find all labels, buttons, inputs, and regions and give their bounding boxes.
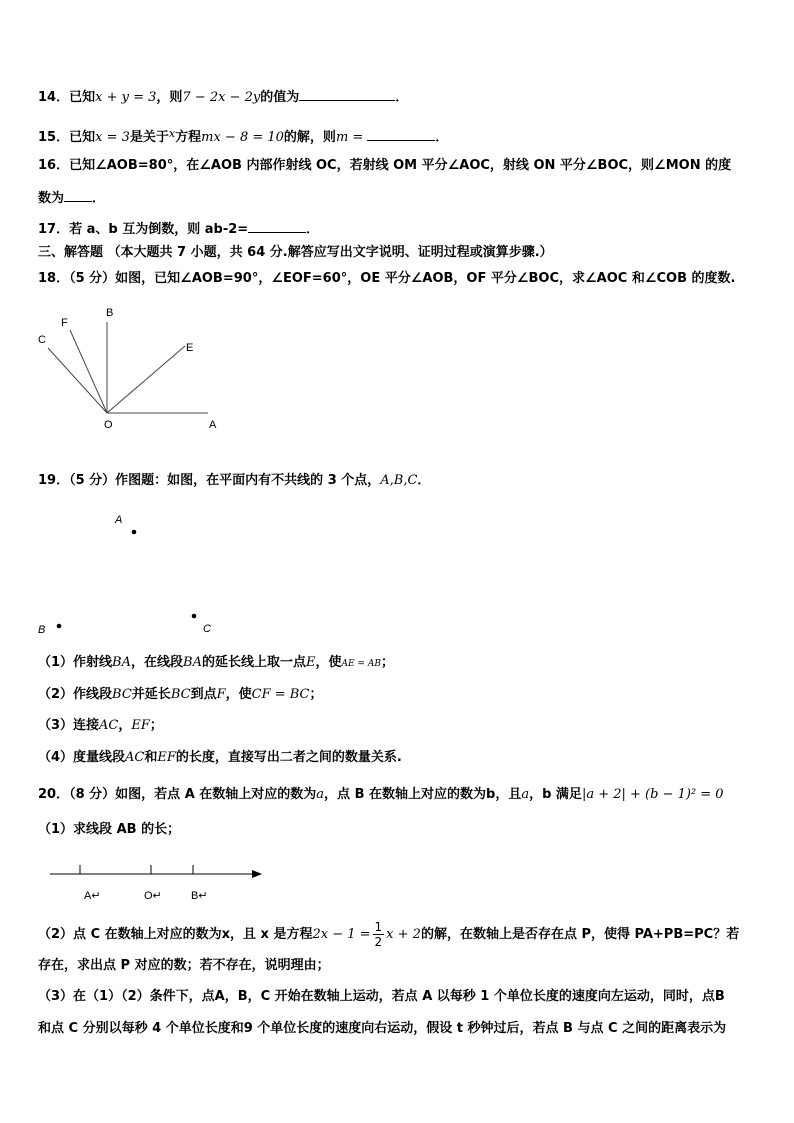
ray-of bbox=[70, 330, 107, 413]
number-line bbox=[40, 860, 280, 906]
text: ； bbox=[380, 655, 394, 670]
text: 和 bbox=[144, 750, 158, 765]
question-number: 14． bbox=[38, 90, 70, 105]
point-b bbox=[57, 624, 62, 629]
q19-step-2 bbox=[38, 686, 323, 704]
q20-step-2-line-1 bbox=[38, 920, 739, 949]
question-16-line-1 bbox=[38, 157, 731, 175]
math: x + 2 bbox=[386, 927, 421, 942]
axis-label-o: O↵ bbox=[144, 890, 162, 902]
text: （1）作射线 bbox=[38, 655, 113, 670]
label-o: O bbox=[104, 419, 113, 431]
question-14 bbox=[38, 88, 408, 107]
text: 的解，则 bbox=[283, 130, 336, 145]
text: ，使 bbox=[315, 655, 342, 670]
math: 2x − 1 = bbox=[312, 927, 371, 942]
math: AC bbox=[99, 718, 119, 733]
math: BC bbox=[112, 687, 132, 702]
point-label-a: A bbox=[115, 514, 123, 526]
question-number: 20． bbox=[38, 787, 70, 802]
math: EF bbox=[131, 718, 150, 733]
answer-blank bbox=[248, 220, 306, 233]
text: ； bbox=[149, 718, 163, 733]
q19-step-3 bbox=[38, 717, 163, 735]
text: 数为 bbox=[38, 191, 65, 206]
text: ，点 B 在数轴上对应的数为b，且 bbox=[324, 787, 522, 802]
point-c bbox=[192, 614, 197, 619]
text: （2）点 C 在数轴上对应的数为x，且 x 是方程 bbox=[38, 927, 313, 942]
text: （8 分）如图，若点 A 在数轴上对应的数为 bbox=[69, 787, 317, 802]
text: ； bbox=[309, 687, 323, 702]
answer-blank bbox=[64, 189, 92, 202]
question-number: 16． bbox=[38, 158, 70, 173]
point-a bbox=[132, 530, 137, 535]
q20-step-3-line-1 bbox=[38, 988, 725, 1006]
axis-label-b: B↵ bbox=[191, 890, 208, 902]
label-b: B bbox=[106, 307, 114, 319]
math-expression: A,B,C bbox=[380, 473, 418, 488]
text: ，b 满足 bbox=[529, 787, 582, 802]
text: ． bbox=[395, 90, 409, 105]
math: F bbox=[216, 687, 226, 702]
label-c: C bbox=[38, 334, 46, 346]
text: 的延长线上取一点 bbox=[201, 655, 306, 670]
text: ． bbox=[435, 130, 449, 145]
math-expression: m = bbox=[335, 130, 364, 145]
math: AC bbox=[125, 750, 145, 765]
text: 到点 bbox=[190, 687, 217, 702]
q20-step-2-line-2 bbox=[38, 957, 330, 975]
text: 存在，求出点 P 对应的数；若不存在，说明理由； bbox=[38, 958, 330, 973]
math: a bbox=[521, 787, 530, 802]
points-figure bbox=[30, 500, 250, 645]
question-15 bbox=[38, 125, 448, 147]
text: 若 a、b 互为倒数，则 ab-2= bbox=[69, 222, 249, 237]
number-line-arrow bbox=[252, 870, 262, 878]
text: 并延长 bbox=[131, 687, 171, 702]
axis-label-a: A↵ bbox=[84, 890, 101, 902]
fraction-numerator: 1 bbox=[374, 920, 383, 934]
text: （3）在（1）（2）条件下，点A，B，C 开始在数轴上运动，若点 A 以每秒 1 个单位长度的速度向左运动，同时，点B bbox=[38, 989, 725, 1004]
question-17 bbox=[38, 220, 319, 239]
text: 的解，在数轴上是否存在点 P，使得 PA+PB=PC？若 bbox=[420, 927, 740, 942]
text: （4）度量线段 bbox=[38, 750, 126, 765]
question-number: 17． bbox=[38, 222, 70, 237]
q19-step-1 bbox=[38, 654, 394, 673]
math-variable: x bbox=[168, 127, 176, 140]
math: EF bbox=[157, 750, 176, 765]
ray-oe bbox=[107, 346, 185, 413]
math: BC bbox=[170, 687, 191, 702]
answer-blank bbox=[299, 88, 395, 101]
question-19 bbox=[38, 472, 430, 490]
math: E bbox=[305, 655, 316, 670]
text: ， bbox=[118, 718, 132, 733]
text: ，在线段 bbox=[131, 655, 184, 670]
text: （5 分）如图，已知∠AOB=90°，∠EOF=60°，OE 平分∠AOB，OF 平分∠BOC，求∠AOC 和∠COB 的度数. bbox=[69, 271, 736, 286]
question-16-line-2 bbox=[38, 189, 105, 208]
question-number: 15． bbox=[38, 130, 70, 145]
text: 的值为 bbox=[260, 90, 300, 105]
text: ． bbox=[306, 222, 320, 237]
ray-oc bbox=[48, 348, 107, 413]
text: （3）连接 bbox=[38, 718, 100, 733]
answer-blank bbox=[367, 128, 435, 141]
text: （1）求线段 AB 的长； bbox=[38, 822, 181, 837]
text: ． bbox=[417, 473, 431, 488]
angle-figure bbox=[30, 300, 230, 440]
text: 的长度，直接写出二者之间的数量关系. bbox=[175, 750, 402, 765]
q20-step-3-line-2 bbox=[38, 1020, 726, 1038]
text: ． bbox=[92, 191, 106, 206]
question-number: 18． bbox=[38, 271, 70, 286]
q20-step-1 bbox=[38, 821, 180, 839]
text: （2）作线段 bbox=[38, 687, 113, 702]
math-expression: x = 3 bbox=[95, 130, 130, 145]
text: 方程 bbox=[175, 130, 202, 145]
math-condition: |a + 2| + (b − 1)² = 0 bbox=[581, 787, 724, 802]
math: BA bbox=[183, 655, 202, 670]
text: ，则 bbox=[156, 90, 183, 105]
fraction-one-half bbox=[373, 920, 385, 949]
label-e: E bbox=[186, 342, 194, 354]
math: CF = BC bbox=[251, 687, 310, 702]
math-expression: x + y = 3 bbox=[95, 90, 157, 105]
label-a: A bbox=[209, 419, 217, 431]
section-heading bbox=[38, 244, 553, 262]
text: 已知 bbox=[69, 90, 96, 105]
question-number: 19． bbox=[38, 473, 70, 488]
q19-step-4 bbox=[38, 749, 402, 767]
math: a bbox=[316, 787, 325, 802]
point-label-c: C bbox=[203, 623, 211, 635]
text: （5 分）作图题：如图，在平面内有不共线的 3 个点， bbox=[69, 473, 381, 488]
section-title: 三、解答题 （本大题共 7 小题，共 64 分.解答应写出文字说明、证明过程或演算步骤.） bbox=[38, 245, 553, 260]
question-20 bbox=[38, 786, 724, 804]
math-expression: mx − 8 = 10 bbox=[201, 130, 284, 145]
math: BA bbox=[112, 655, 131, 670]
question-18 bbox=[38, 270, 735, 288]
math-expression: 7 − 2x − 2y bbox=[182, 90, 261, 105]
fraction-denominator: 2 bbox=[374, 935, 383, 949]
label-f: F bbox=[61, 317, 68, 329]
text: 已知∠AOB=80°，在∠AOB 内部作射线 OC，若射线 OM 平分∠AOC，射线 ON 平分∠BOC，则∠MON 的度 bbox=[69, 158, 732, 173]
math: AE = AB bbox=[341, 659, 381, 669]
point-label-b: B bbox=[38, 624, 46, 636]
text: 已知 bbox=[69, 130, 96, 145]
text: ，使 bbox=[225, 687, 252, 702]
text: 是关于 bbox=[129, 130, 169, 145]
text: 和点 C 分别以每秒 4 个单位长度和9 个单位长度的速度向右运动，假设 t 秒钟过后，若点 B 与点 C 之间的距离表示为 bbox=[38, 1021, 727, 1036]
